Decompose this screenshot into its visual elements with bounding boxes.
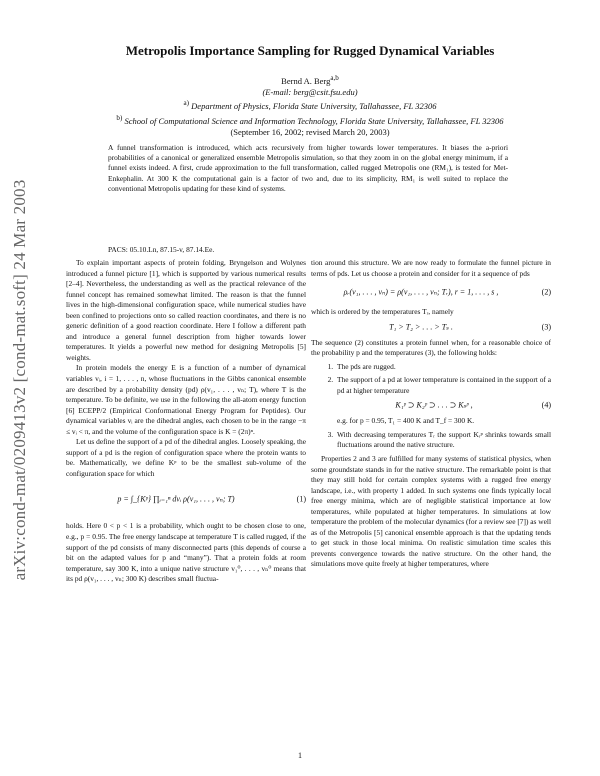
equation-2 bbox=[311, 279, 551, 307]
list-item bbox=[335, 375, 551, 427]
paragraph: In protein models the energy E is a function of a number of dynamical variables vᵢ, i = 1, . . . , n, whose fluctuations in the Gibbs canonical ensemble are described by a probability density (pd) ρ(v₁, . . . , vₙ; T), where T is the temperature. To be definite, we use in the following the all-atom energy function [6] ECEPP/2 (Empirical Conformational Energy Program for Peptides). Our dynamical variables vᵢ are the dihedral angles, each chosen to be in the range −π ≤ vᵢ < π, and the volume of the configuration space is K = (2π)ⁿ. bbox=[66, 363, 306, 436]
equation-3 bbox=[311, 318, 551, 338]
submission-dates: (September 16, 2002; revised March 20, 2003) bbox=[230, 126, 390, 137]
equation-3-number: (3) bbox=[541, 322, 551, 332]
paragraph: Let us define the support of a pd of the dihedral angles. Loosely speaking, the support of a pd is the region of configuration space where the protein wants to be. Mathematically, we define Kᵖ to be the smallest sub-volume of the configuration space for which bbox=[66, 437, 306, 478]
equation-1 bbox=[66, 479, 306, 521]
author-affiliation-marks: a,b bbox=[330, 74, 339, 82]
paragraph: Properties 2 and 3 are fulfilled for many systems of statistical physics, when some groundstate stands in for the native structure. The remarkable point is that they may still hold for certain complex systems with a rugged free energy landscape, i.e., with property 1 added. In such systems one finds typically local free energy minima, which are of negligible statistical importance at low temperatures, while populated at higher temperatures. In simulations at low temperature the problem of the molecular dynamics (for a review see [7]) as well as of the Metropolis [5] canonical ensemble approach is that the updating tends to get stuck in those local minima. On realistic simulation time scales this prevents convergence towards the native structure. On the other hand, the simulations move quite freely at higher temperatures, where bbox=[311, 454, 551, 569]
equation-4 bbox=[337, 396, 551, 416]
paragraph: The sequence (2) constitutes a protein funnel when, for a reasonable choice of the probability p and the temperatures (3), the following holds: bbox=[311, 337, 551, 358]
paragraph: To explain important aspects of protein folding, Bryngelson and Wolynes introduced a funnel picture [1], which is supported by various numerical results [2–4]. Nevertheless, the understanding as well as the practical relevance of the funnel concept has remained somewhat limited. The reason is that the funnel lives in the high-dimensional configuration space, while numerical studies have been confined to projections onto so called reaction coordinates, and there is no generic definition of a good reaction coordinate. Here I follow a different path and introduce a general funnel description from higher towards lower temperatures. It yields a powerful new method for designing Metropolis [5] weights. bbox=[66, 258, 306, 362]
paper-title: Metropolis Importance Sampling for Rugged Dynamical Variables bbox=[125, 43, 495, 58]
arxiv-identifier: arXiv:cond-mat/0209413v2 [cond-mat.soft] 24 Mar 2003 bbox=[10, 179, 29, 581]
list-item: 1. The pds are rugged. bbox=[335, 362, 551, 373]
affiliation-a-mark: a) bbox=[183, 99, 190, 108]
list-item-example: e.g. for p = 0.95, T₁ = 400 K and T_f = 300 K. bbox=[337, 416, 475, 426]
equation-1-body: p = ∫_{Kᵖ} ∏ᵢ₌₁ⁿ dvᵢ ρ(v₁, . . . , vₙ; T) bbox=[117, 495, 235, 505]
paragraph: holds. Here 0 < p < 1 is a probability, which ought to be chosen close to one, e.g., p = 0.95. The free energy landscape at temperature T is called rugged, if the support of the pd consists of many disconnected parts (this depends of course a bit on the adapted values for p and “many”). That a protein folds at room temperature, say 300 K, into a unique native structure v₁⁰, . . . , vₙ⁰ means that its pd ρ(v₁, . . . , vₙ; 300 K) describes small fluctua- bbox=[66, 521, 306, 584]
equation-3-body: T₁ > T₂ > . . . > Tₛ . bbox=[389, 322, 453, 332]
equation-2-body: ρᵣ(v₁, . . . , vₙ) = ρ(v₁, . . . , vₙ; Tᵣ), r = 1, . . . , s , bbox=[343, 287, 499, 297]
author-email: (E-mail: berg@csit.fsu.edu) bbox=[262, 87, 358, 98]
left-column bbox=[66, 258, 306, 585]
equation-4-number: (4) bbox=[541, 401, 551, 411]
page-number: 1 bbox=[298, 751, 302, 760]
affiliation-b-mark: b) bbox=[116, 113, 123, 122]
paragraph: which is ordered by the temperatures Tᵣ, namely bbox=[311, 307, 454, 317]
funnel-properties-list bbox=[311, 362, 551, 451]
arxiv-sidebar bbox=[0, 120, 40, 640]
author-block bbox=[60, 73, 560, 138]
abstract: A funnel transformation is introduced, which acts recursively from higher towards lower temperatures. It biases the a-priori probabilities of a canonical or generalized ensemble Metropolis simulation, so that they zoom in on the global energy minimum, if a funnel exists indeed. A first, crude approximation to the full transformation, called rugged Metropolis one (RM₁), is tested for Met-Enkephalin. At 300 K the computational gain is a factor of two and, due to its simplicity, RM₁ is well suited to replace the conventional Metropolis updating for these kind of systems. bbox=[108, 143, 508, 193]
equation-1-number: (1) bbox=[296, 495, 306, 505]
pacs-codes: PACS: 05.10.Ln, 87.15-v, 87.14.Ee. bbox=[108, 245, 215, 254]
affiliation-b: School of Computational Science and Information Technology, Florida State University, Tallahassee, FL 32306 bbox=[124, 115, 504, 126]
equation-4-body: K₁ᵖ ⊃ K₂ᵖ ⊃ . . . ⊃ Kₛᵖ , bbox=[395, 401, 473, 411]
equation-2-number: (2) bbox=[541, 287, 551, 297]
affiliation-a: Department of Physics, Florida State University, Tallahassee, FL 32306 bbox=[191, 101, 437, 112]
author-name: Bernd A. Berg bbox=[281, 75, 331, 86]
paragraph: tion around this structure. We are now ready to formulate the funnel picture in terms of pds. Let us choose a protein and consider for it a sequence of pds bbox=[311, 258, 551, 278]
list-item: 3. With decreasing temperatures Tᵣ the support Kᵣᵖ shrinks towards small fluctuations around the native structure. bbox=[335, 430, 551, 451]
right-column bbox=[311, 258, 551, 570]
list-item-text: The support of a pd at lower temperature is contained in the support of a pd at higher temperature bbox=[337, 375, 551, 395]
